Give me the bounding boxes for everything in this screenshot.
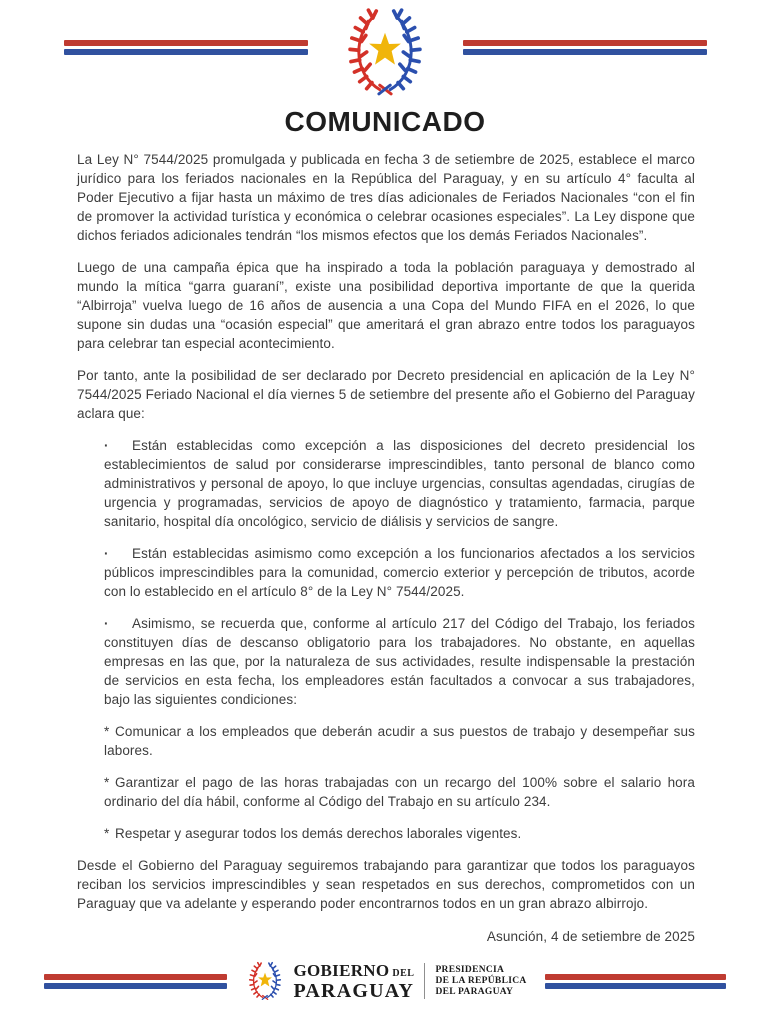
flag-rule-left	[64, 40, 308, 55]
org-line: PRESIDENCIA	[435, 964, 505, 975]
closing-paragraph: Desde el Gobierno del Paraguay seguiremos trabajando para garantizar que todos los paraguayos reciban los servicios imprescindibles y sean respetados en sus derechos, comprometidos con un Paraguay que va adelante y esperando poder encontrarnos todos en un gran abrazo albirrojo.	[77, 858, 695, 911]
paraguay-wreath-emblem-icon	[335, 4, 435, 100]
paraguay-wreath-logo-icon	[245, 960, 285, 1002]
gobierno-paraguay-logo	[245, 960, 526, 1002]
brand-conn: DEL	[392, 967, 415, 979]
bullet-marker: ·	[104, 616, 109, 631]
bullet-marker: ·	[104, 546, 109, 561]
condition-item-1	[104, 722, 695, 760]
flag-rule-right	[463, 40, 707, 55]
org-line: DEL PARAGUAY	[435, 986, 514, 997]
bullet-marker: ·	[104, 438, 109, 453]
flag-rule-blue-bar	[463, 49, 707, 55]
intro-paragraph-3: Por tanto, ante la posibilidad de ser declarado por Decreto presidencial en aplicación de la Ley N° 7544/2025 Feriado Nacional el día viernes 5 de setiembre del presente año el Gobierno del Paraguay aclara que:	[77, 368, 695, 421]
asterisk-marker: *	[104, 775, 110, 790]
dateline: Asunción, 4 de setiembre de 2025	[486, 929, 695, 944]
bullet-item-text: Asimismo, se recuerda que, conforme al artículo 217 del Código del Trabajo, los feriados constituyen días de descanso obligatorio para los trabajadores. No obstante, en aquellas empresas en las que, por la naturaleza de sus actividades, resulte indispensable la prestación de servicios en esta fecha, los empleadores están facultados a convocar a sus trabajadores, bajo las siguientes condiciones:	[104, 616, 695, 707]
presidencia-wordmark	[435, 965, 526, 998]
flag-rule-red-bar	[545, 974, 726, 980]
condition-item-2	[104, 773, 695, 811]
org-line: DE LA REPÚBLICA	[435, 975, 527, 986]
brand-wordmark	[293, 962, 414, 1001]
flag-rule-red-bar	[44, 974, 227, 980]
condition-item-3	[104, 824, 695, 843]
page-title: COMUNICADO	[284, 106, 486, 137]
flag-rule-red-bar	[64, 40, 308, 46]
logo-divider	[424, 963, 425, 999]
condition-item-text: Comunicar a los empleados que deberán acudir a sus puestos de trabajo y desempeñar sus labores.	[104, 724, 695, 758]
flag-rule-footer-left	[44, 974, 227, 989]
bullet-item-2	[104, 544, 695, 601]
bullet-item-3	[104, 614, 695, 709]
bullet-item-text: Están establecidas asimismo como excepción a los funcionarios afectados a los servicios públicos imprescindibles para la comunidad, comercio exterior y percepción de tributos, acorde con lo establecido en el artículo 8° de la Ley N° 7544/2025.	[104, 546, 695, 599]
flag-rule-blue-bar	[44, 983, 227, 989]
footer	[0, 957, 770, 1005]
flag-rule-blue-bar	[64, 49, 308, 55]
brand-main: GOBIERNO	[293, 960, 390, 980]
intro-paragraph-1: La Ley N° 7544/2025 promulgada y publicada en fecha 3 de setiembre de 2025, establece el marco jurídico para los feriados nacionales en la República del Paraguay, y en su artículo 4° faculta al Poder Ejecutivo a fijar hasta un máximo de tres días adicionales de Feriados Nacionales “con el fin de promover la actividad turística y económica o celebrar ocasiones especiales”. La Ley dispone que dichos feriados adicionales tendrán “los mismos efectos que los demás Feriados Nacionales”.	[77, 152, 695, 243]
document-body	[0, 150, 770, 946]
flag-rule-blue-bar	[545, 983, 726, 989]
flag-rule-red-bar	[463, 40, 707, 46]
asterisk-marker: *	[104, 826, 110, 841]
header	[0, 0, 770, 100]
asterisk-marker: *	[104, 724, 110, 739]
brand-sub: PARAGUAY	[293, 979, 415, 1002]
flag-rule-footer-right	[545, 974, 726, 989]
condition-item-text: Respetar y asegurar todos los demás derechos laborales vigentes.	[115, 826, 522, 841]
intro-paragraph-2: Luego de una campaña épica que ha inspirado a toda la población paraguaya y demostrado al mundo la mítica “garra guaraní”, existe una posibilidad deportiva importante de que la querida “Albirroja” vuelva luego de 16 años de ausencia a una Copa del Mundo FIFA en el 2026, lo que supone sin dudas una “ocasión especial” que ameritará el gran abrazo entre todos los paraguayos para celebrar tan especial acontecimiento.	[77, 260, 695, 351]
bullet-item-text: Están establecidas como excepción a las disposiciones del decreto presidencial los establecimientos de salud por considerarse imprescindibles, tanto personal de blanco como administrativos y personal de apoyo, lo que incluye urgencias, consultas agendadas, cirugías de urgencia y programadas, servicios de apoyo de diagnóstico y tratamiento, farmacia, parque sanitario, hospital día oncológico, servicio de diálisis y servicios de sangre.	[104, 438, 695, 529]
bullet-item-1	[104, 436, 695, 531]
condition-item-text: Garantizar el pago de las horas trabajadas con un recargo del 100% sobre el salario hora ordinario del día hábil, conforme al Código del Trabajo en su artículo 234.	[104, 775, 695, 809]
